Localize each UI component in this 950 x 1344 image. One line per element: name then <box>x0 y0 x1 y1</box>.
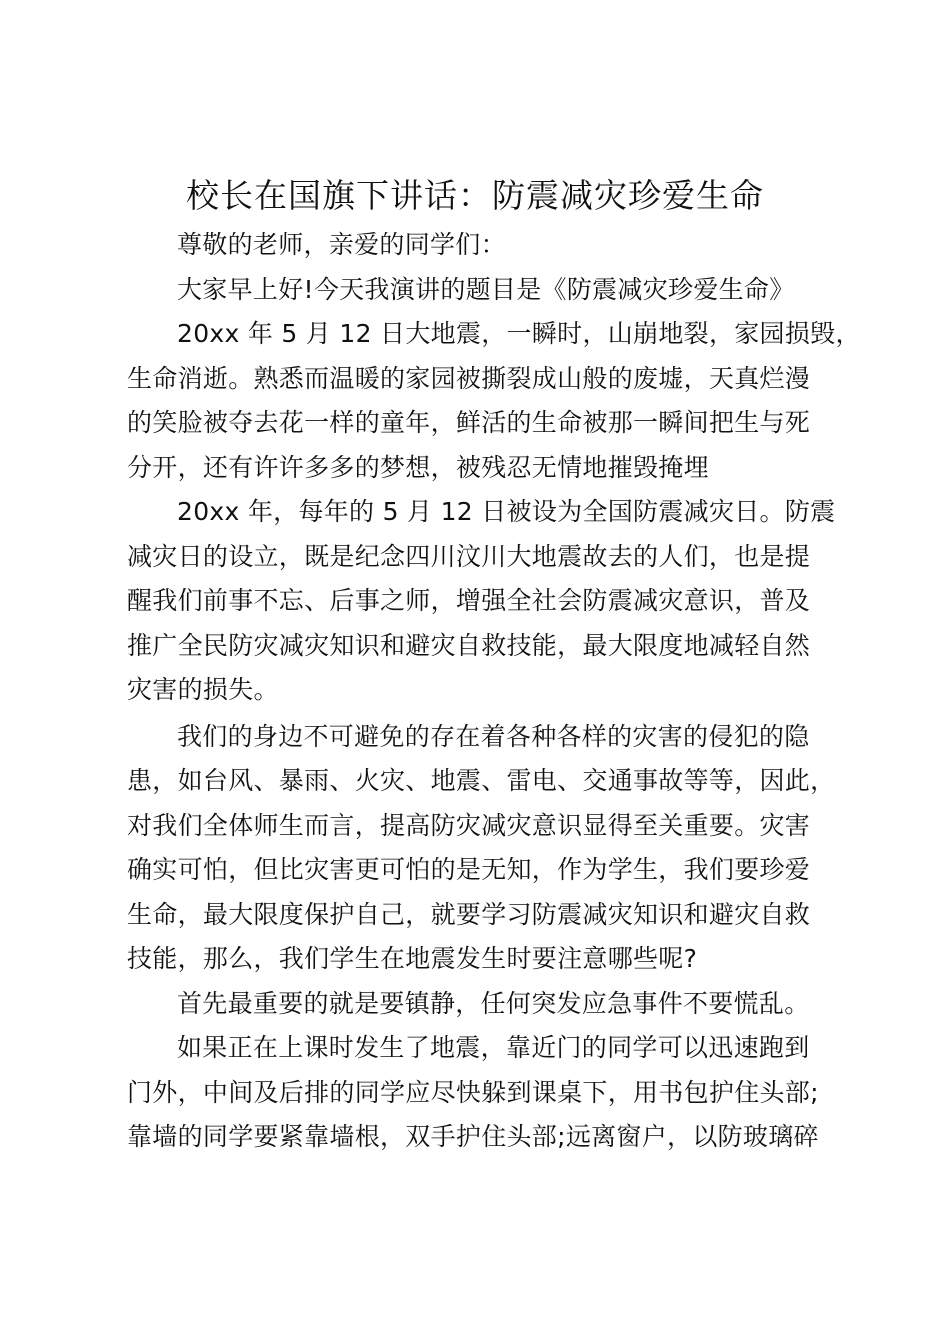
paragraph-line: 生命，最大限度保护自己，就要学习防震减灾知识和避灾自救 <box>127 899 811 929</box>
paragraph-line: 推广全民防灾减灾知识和避灾自救技能，最大限度地减轻自然 <box>127 630 811 660</box>
paragraph-line: 门外，中间及后排的同学应尽快躲到课桌下，用书包护住头部; <box>127 1077 819 1107</box>
salutation-line: 尊敬的老师，亲爱的同学们： <box>177 230 506 259</box>
paragraph-line: 靠墙的同学要紧靠墙根，双手护住头部;远离窗户，以防玻璃碎 <box>127 1122 819 1151</box>
paragraph-line: 确实可怕，但比灾害更可怕的是无知，作为学生，我们要珍爱 <box>127 855 811 884</box>
paragraph-line: 首先最重要的就是要镇静，任何突发应急事件不要慌乱。 <box>177 988 810 1018</box>
paragraph-line: 患，如台风、暴雨、火灾、地震、雷电、交通事故等等，因此， <box>127 766 836 795</box>
paragraph-line: 减灾日的设立，既是纪念四川汶川大地震故去的人们，也是提 <box>127 541 811 571</box>
document-title: 校长在国旗下讲话：防震减灾珍爱生命 <box>186 176 764 215</box>
paragraph-line: 醒我们前事不忘、后事之师，增强全社会防震减灾意识，普及 <box>127 586 811 615</box>
paragraph-line: 灾害的损失。 <box>127 675 279 704</box>
document-body <box>127 223 861 1160</box>
greeting-line: 大家早上好!今天我演讲的题目是《防震减灾珍爱生命》 <box>177 274 795 304</box>
paragraph-line: 20xx 年 5 月 12 日大地震，一瞬时，山崩地裂，家园损毁， <box>177 319 861 348</box>
paragraph-line: 我们的身边不可避免的存在着各种各样的灾害的侵犯的隐 <box>177 721 810 751</box>
paragraph-line: 如果正在上课时发生了地震，靠近门的同学可以迅速跑到 <box>177 1033 810 1062</box>
paragraph-line: 的笑脸被夺去花一样的童年，鲜活的生命被那一瞬间把生与死 <box>127 408 811 437</box>
paragraph-line: 对我们全体师生而言，提高防灾减灾意识显得至关重要。灾害 <box>127 810 811 840</box>
paragraph-line: 20xx 年，每年的 5 月 12 日被设为全国防震减灾日。防震 <box>177 497 836 526</box>
paragraph-line: 生命消逝。熟悉而温暖的家园被撕裂成山般的废墟，天真烂漫 <box>127 363 811 393</box>
paragraph-line: 分开，还有许许多多的梦想，被残忍无情地摧毁掩埋 <box>127 452 709 482</box>
paragraph-line: 技能，那么，我们学生在地震发生时要注意哪些呢? <box>127 944 698 973</box>
